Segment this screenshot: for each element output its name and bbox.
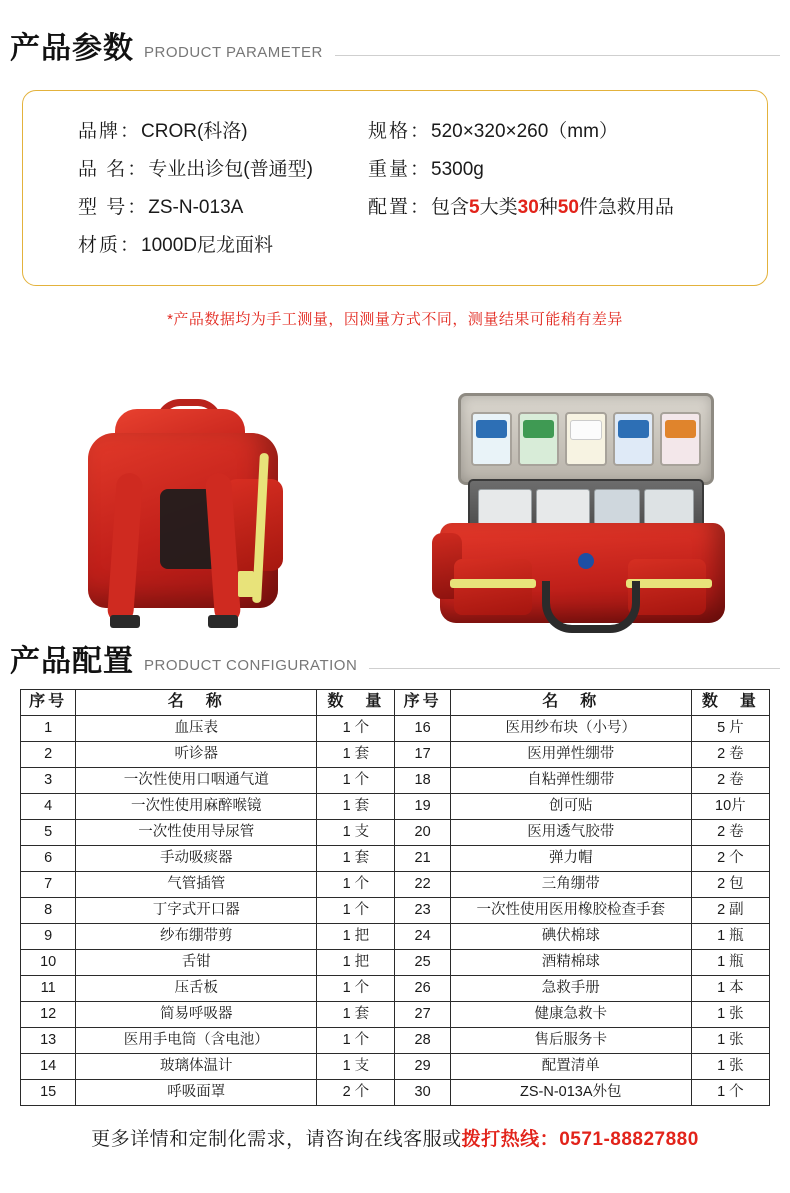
parameter-value: 专业出诊包(普通型)	[148, 159, 313, 180]
config-number-categories: 5	[469, 197, 480, 218]
parameter-label: 材质：	[78, 235, 142, 256]
table-cell: 健康急救卡	[450, 1002, 691, 1028]
table-cell: 玻璃体温计	[76, 1054, 317, 1080]
table-cell: 25	[395, 950, 450, 976]
supply-item	[523, 420, 554, 438]
table-cell: 医用弹性绷带	[450, 742, 691, 768]
parameter-label: 型 号：	[78, 197, 149, 218]
table-cell: 16	[395, 716, 450, 742]
table-cell: 三角绷带	[450, 872, 691, 898]
table-cell: 2 卷	[691, 820, 769, 846]
table-cell: 1 个	[317, 976, 395, 1002]
config-number-kinds: 30	[517, 197, 539, 218]
parameter-card-wrapper	[22, 90, 768, 286]
lid-compartment-row	[471, 412, 701, 466]
parameter-label: 配置：	[368, 197, 432, 218]
parameter-row	[23, 189, 767, 227]
table-cell: 11	[21, 976, 76, 1002]
table-cell: 呼吸面罩	[76, 1080, 317, 1106]
footer-phone-number[interactable]: 0571-88827880	[559, 1129, 699, 1150]
table-cell: 2 副	[691, 898, 769, 924]
tray-compartment	[478, 489, 532, 525]
product-photo-backpack-view	[60, 393, 310, 643]
table-cell: 28	[395, 1028, 450, 1054]
parameter-label: 品牌：	[78, 121, 142, 142]
table-row	[21, 872, 770, 898]
table-body	[21, 716, 770, 1106]
table-cell: 1 把	[317, 950, 395, 976]
parameter-value: 1000D尼龙面料	[141, 235, 274, 256]
configuration-table	[20, 689, 770, 1106]
parameter-field-size	[368, 113, 618, 151]
table-cell: 1 套	[317, 742, 395, 768]
lid-compartment	[518, 412, 559, 466]
parameter-value: 520×320×260（mm）	[431, 121, 618, 142]
table-header-cell: 数 量	[317, 690, 395, 716]
table-cell: 3	[21, 768, 76, 794]
parameter-value-configuration	[431, 189, 674, 227]
bag-buckle-right	[208, 615, 238, 628]
table-row	[21, 1054, 770, 1080]
table-cell: 6	[21, 846, 76, 872]
parameter-value: CROR(科洛)	[141, 121, 248, 142]
section-title-en: PRODUCT PARAMETER	[144, 44, 323, 61]
table-cell: 医用手电筒（含电池）	[76, 1028, 317, 1054]
table-row	[21, 924, 770, 950]
table-cell: 1 瓶	[691, 950, 769, 976]
table-cell: 1 本	[691, 976, 769, 1002]
table-row	[21, 976, 770, 1002]
table-cell: 5 片	[691, 716, 769, 742]
footer-hotline-label: 拨打热线：	[461, 1129, 560, 1150]
table-row	[21, 742, 770, 768]
table-cell: 23	[395, 898, 450, 924]
table-cell: 2 卷	[691, 768, 769, 794]
table-cell: 弹力帽	[450, 846, 691, 872]
parameter-field-brand	[78, 113, 368, 151]
table-cell: 27	[395, 1002, 450, 1028]
table-cell: 4	[21, 794, 76, 820]
tray-compartment	[594, 489, 640, 525]
parameter-label: 品 名：	[78, 159, 149, 180]
table-cell: 1 瓶	[691, 924, 769, 950]
table-row	[21, 950, 770, 976]
config-number-pieces: 50	[557, 197, 579, 218]
table-cell: 一次性使用导尿管	[76, 820, 317, 846]
table-cell: 14	[21, 1054, 76, 1080]
measurement-note: *产品数据均为手工测量，因测量方式不同，测量结果可能稍有差异	[167, 311, 623, 328]
table-cell: 2 个	[691, 846, 769, 872]
table-cell: 5	[21, 820, 76, 846]
table-cell: 1	[21, 716, 76, 742]
table-cell: 1 张	[691, 1028, 769, 1054]
table-cell: 8	[21, 898, 76, 924]
config-prefix: 包含	[431, 197, 470, 218]
supply-item	[618, 420, 649, 438]
parameter-value: ZS-N-013A	[148, 197, 244, 218]
table-cell: 售后服务卡	[450, 1028, 691, 1054]
table-row	[21, 768, 770, 794]
table-cell: 舌钳	[76, 950, 317, 976]
parameter-row	[23, 227, 767, 265]
table-header-row	[21, 690, 770, 716]
table-cell: 医用纱布块（小号）	[450, 716, 691, 742]
table-cell: 2 个	[317, 1080, 395, 1106]
table-cell: 听诊器	[76, 742, 317, 768]
bag-carry-handle	[542, 581, 640, 633]
table-cell: 1 个	[317, 716, 395, 742]
parameter-label: 规格：	[368, 121, 432, 142]
table-row	[21, 820, 770, 846]
table-cell: 一次性使用医用橡胶检查手套	[450, 898, 691, 924]
table-cell: 19	[395, 794, 450, 820]
table-cell: 简易呼吸器	[76, 1002, 317, 1028]
table-cell: 一次性使用麻醉喉镜	[76, 794, 317, 820]
bag-lid-panel	[458, 393, 714, 485]
table-row	[21, 846, 770, 872]
table-cell: 20	[395, 820, 450, 846]
table-cell: 24	[395, 924, 450, 950]
bag-reflective-strip	[450, 579, 536, 588]
table-cell: 21	[395, 846, 450, 872]
table-cell: 血压表	[76, 716, 317, 742]
product-photo-open-view	[430, 383, 730, 643]
table-cell: 碘伏棉球	[450, 924, 691, 950]
table-cell: 29	[395, 1054, 450, 1080]
table-cell: 纱布绷带剪	[76, 924, 317, 950]
table-cell: 2 卷	[691, 742, 769, 768]
table-row	[21, 1080, 770, 1106]
table-cell: 1 套	[317, 846, 395, 872]
parameter-row	[23, 113, 767, 151]
lid-compartment	[471, 412, 512, 466]
footer-contact	[0, 1124, 790, 1151]
table-cell: 18	[395, 768, 450, 794]
table-cell: 12	[21, 1002, 76, 1028]
table-cell: 配置清单	[450, 1054, 691, 1080]
parameter-field-model	[78, 189, 368, 227]
table-cell: 气管插管	[76, 872, 317, 898]
table-row	[21, 898, 770, 924]
section-title-cn: 产品参数	[10, 32, 134, 65]
config-suffix: 件急救用品	[578, 197, 674, 218]
parameter-field-configuration	[368, 189, 674, 227]
table-cell: 1 张	[691, 1054, 769, 1080]
table-cell: 急救手册	[450, 976, 691, 1002]
section-title-en: PRODUCT CONFIGURATION	[144, 657, 358, 674]
table-cell: 10片	[691, 794, 769, 820]
table-cell: 1 张	[691, 1002, 769, 1028]
table-header-cell: 数 量	[691, 690, 769, 716]
table-cell: 1 套	[317, 1002, 395, 1028]
lid-compartment	[565, 412, 606, 466]
product-photos	[0, 343, 790, 643]
table-cell: 1 支	[317, 820, 395, 846]
table-cell: 26	[395, 976, 450, 1002]
table-cell: 30	[395, 1080, 450, 1106]
table-cell: 酒精棉球	[450, 950, 691, 976]
table-cell: 2 包	[691, 872, 769, 898]
table-cell: 丁字式开口器	[76, 898, 317, 924]
parameter-field-material	[78, 227, 368, 265]
table-cell: 一次性使用口咽通气道	[76, 768, 317, 794]
table-row	[21, 1028, 770, 1054]
table-cell: 手动吸痰器	[76, 846, 317, 872]
table-cell: 1 支	[317, 1054, 395, 1080]
table-cell: 压舌板	[76, 976, 317, 1002]
table-cell: 9	[21, 924, 76, 950]
tray-compartment	[536, 489, 590, 525]
table-cell: 7	[21, 872, 76, 898]
parameter-field-weight	[368, 151, 484, 189]
table-header-cell: 序号	[21, 690, 76, 716]
parameter-card	[22, 90, 768, 286]
table-cell: 1 个	[317, 768, 395, 794]
table-cell: 1 把	[317, 924, 395, 950]
supply-item	[476, 420, 507, 438]
table-row	[21, 716, 770, 742]
table-cell: 1 个	[317, 872, 395, 898]
tray-compartment	[644, 489, 694, 525]
supply-item	[665, 420, 696, 438]
config-mid-2: 种	[538, 197, 558, 218]
table-cell: 1 个	[691, 1080, 769, 1106]
table-cell: ZS-N-013A外包	[450, 1080, 691, 1106]
table-cell: 10	[21, 950, 76, 976]
table-cell: 医用透气胶带	[450, 820, 691, 846]
table-header-cell: 名 称	[76, 690, 317, 716]
parameter-row	[23, 151, 767, 189]
section-header-configuration	[0, 647, 790, 677]
table-row	[21, 794, 770, 820]
table-cell: 17	[395, 742, 450, 768]
config-mid-1: 大类	[479, 197, 518, 218]
parameter-value: 5300g	[431, 159, 484, 180]
table-cell: 创可贴	[450, 794, 691, 820]
bag-buckle-left	[110, 615, 140, 628]
section-divider	[369, 668, 780, 669]
section-title-cn: 产品配置	[10, 645, 134, 678]
table-header-cell: 序号	[395, 690, 450, 716]
table-cell: 自粘弹性绷带	[450, 768, 691, 794]
parameter-label: 重量：	[368, 159, 432, 180]
section-header-parameter	[0, 34, 790, 64]
parameter-field-product-name	[78, 151, 368, 189]
section-divider	[335, 55, 780, 56]
table-header-cell: 名 称	[450, 690, 691, 716]
bag-tag	[238, 571, 254, 597]
lid-compartment	[660, 412, 701, 466]
table-cell: 22	[395, 872, 450, 898]
table-row	[21, 1002, 770, 1028]
bag-logo-badge	[578, 553, 594, 569]
table-cell: 1 个	[317, 898, 395, 924]
footer-text: 更多详情和定制化需求，请咨询在线客服或	[91, 1129, 462, 1150]
table-cell: 13	[21, 1028, 76, 1054]
configuration-table-wrapper	[20, 689, 770, 1106]
table-cell: 2	[21, 742, 76, 768]
supply-item	[570, 420, 601, 440]
table-cell: 1 套	[317, 794, 395, 820]
table-cell: 15	[21, 1080, 76, 1106]
product-detail-page	[0, 34, 790, 1193]
lid-compartment	[613, 412, 654, 466]
table-cell: 1 个	[317, 1028, 395, 1054]
